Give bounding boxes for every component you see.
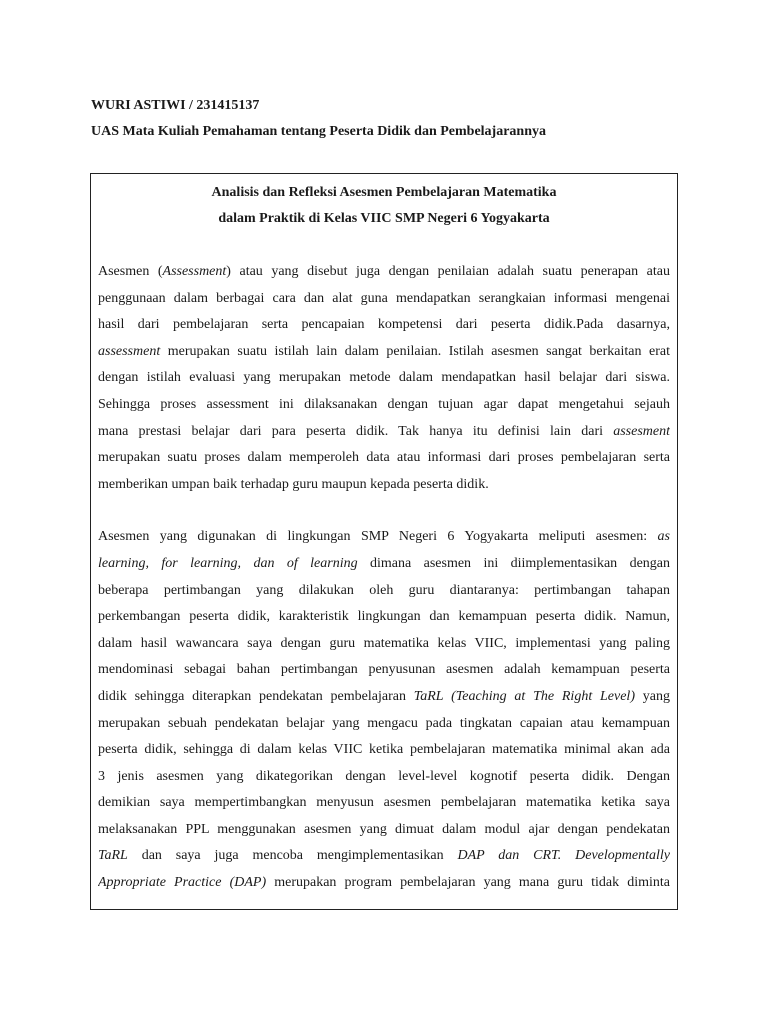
- italic-text: TaRL: [98, 848, 128, 864]
- italic-text: learning, for learning, dan of learning: [98, 555, 358, 571]
- text-run: dan saya juga mencoba mengimplementasikan: [127, 848, 458, 864]
- text-line: [98, 764, 670, 791]
- document-title: [98, 180, 670, 232]
- content-box: [90, 173, 678, 910]
- text-line: [98, 817, 670, 844]
- text-line: [98, 604, 670, 631]
- text-run: memberikan umpan baik terhadap guru maupun kepada peserta didik.: [98, 476, 489, 492]
- text-line: [98, 445, 670, 472]
- text-line: [98, 419, 670, 446]
- text-run: merupakan suatu proses dalam memperoleh data atau informasi dari proses pembelajaran serta: [98, 450, 670, 466]
- text-run: peserta didik, sehingga di dalam kelas VIIC ketika pembelajaran matematika minimal akan ada: [98, 742, 670, 758]
- text-run: beberapa pertimbangan yang dilakukan oleh guru diantaranya: pertimbangan tahapan: [98, 582, 670, 598]
- text-line: [98, 339, 670, 366]
- author-line: WURI ASTIWI / 231415137: [91, 98, 260, 113]
- text-run: merupakan suatu istilah lain dalam penilaian. Istilah asesmen sangat berkaitan erat: [160, 343, 670, 359]
- text-run: perkembangan peserta didik, karakteristik lingkungan dan kemampuan peserta didik. Namun,: [98, 609, 670, 625]
- text-run: merupakan sebuah pendekatan belajar yang mengacu pada tingkatan capaian atau kemampuan: [98, 715, 670, 731]
- text-line: [98, 843, 670, 870]
- text-run: hasil dari pembelajaran serta pencapaian kompetensi dari peserta didik.Pada dasarnya,: [98, 317, 670, 333]
- paragraph-1: [98, 259, 670, 498]
- text-run: ) atau yang disebut juga dengan penilaian adalah suatu penerapan atau: [226, 264, 670, 279]
- text-run: Asesmen (: [98, 264, 163, 279]
- text-line: [98, 524, 670, 551]
- text-line: [98, 790, 670, 817]
- title-line-1: Analisis dan Refleksi Asesmen Pembelajaran Matematika: [211, 185, 557, 200]
- text-run: mendominasi sebagai bahan pertimbangan penyusunan asesmen adalah kemampuan peserta: [98, 662, 670, 678]
- text-run: demikian saya mempertimbangkan menyusun asesmen pembelajaran matematika ketika saya: [98, 795, 670, 811]
- text-run: dimana asesmen ini diimplementasikan dengan: [357, 555, 670, 571]
- italic-text: assessment: [98, 343, 161, 359]
- text-line: [98, 312, 670, 339]
- text-line: [98, 392, 670, 419]
- italic-text: TaRL (Teaching at The Right Level): [413, 688, 635, 704]
- text-run: dalam hasil wawancara saya dengan guru matematika kelas VIIC, implementasi yang paling: [98, 635, 670, 651]
- title-line-2: dalam Praktik di Kelas VIIC SMP Negeri 6 Yogyakarta: [218, 211, 550, 226]
- text-line: [98, 684, 670, 711]
- text-line: [98, 365, 670, 392]
- text-run: penggunaan dalam berbagai cara dan alat guna mendapatkan serangkaian informasi mengenai: [98, 290, 670, 306]
- text-line: [98, 631, 670, 658]
- text-run: 3 jenis asesmen yang dikategorikan dengan level-level kognotif peserta didik. Dengan: [98, 768, 670, 784]
- text-line: [98, 657, 670, 684]
- italic-text: Assessment: [162, 264, 227, 279]
- italic-text: Appropriate Practice (DAP): [98, 875, 267, 891]
- text-line: [98, 551, 670, 578]
- text-run: Sehingga proses assessment ini dilaksanakan dengan tujuan agar dapat mengetahui sejauh: [98, 396, 670, 412]
- text-run: melaksanakan PPL menggunakan asesmen yang dimuat dalam modul ajar dengan pendekatan: [98, 821, 670, 837]
- text-line: [98, 737, 670, 764]
- text-run: Asesmen yang digunakan di lingkungan SMP Negeri 6 Yogyakarta meliputi asesmen:: [98, 529, 658, 545]
- text-line: [98, 286, 670, 313]
- text-run: didik sehingga diterapkan pendekatan pembelajaran: [98, 688, 414, 704]
- text-run: yang: [634, 688, 670, 704]
- course-line: UAS Mata Kuliah Pemahaman tentang Peserta Didik dan Pembelajarannya: [91, 124, 546, 139]
- italic-text: DAP dan CRT. Developmentally: [457, 848, 670, 864]
- text-line: [98, 870, 670, 897]
- italic-text: assesment: [613, 423, 670, 439]
- text-line: [98, 259, 670, 286]
- document-header: [91, 93, 691, 145]
- italic-text: as: [657, 529, 670, 545]
- text-run: mana prestasi belajar dari para peserta didik. Tak hanya itu definisi lain dari: [98, 423, 614, 439]
- text-line: [98, 472, 670, 499]
- paragraph-2: [98, 524, 670, 896]
- text-line: [98, 578, 670, 605]
- text-run: dengan istilah evaluasi yang merupakan metode dalam mendapatkan hasil belajar dari siswa.: [98, 370, 670, 386]
- text-run: merupakan program pembelajaran yang mana guru tidak diminta: [266, 875, 670, 891]
- text-line: [98, 711, 670, 738]
